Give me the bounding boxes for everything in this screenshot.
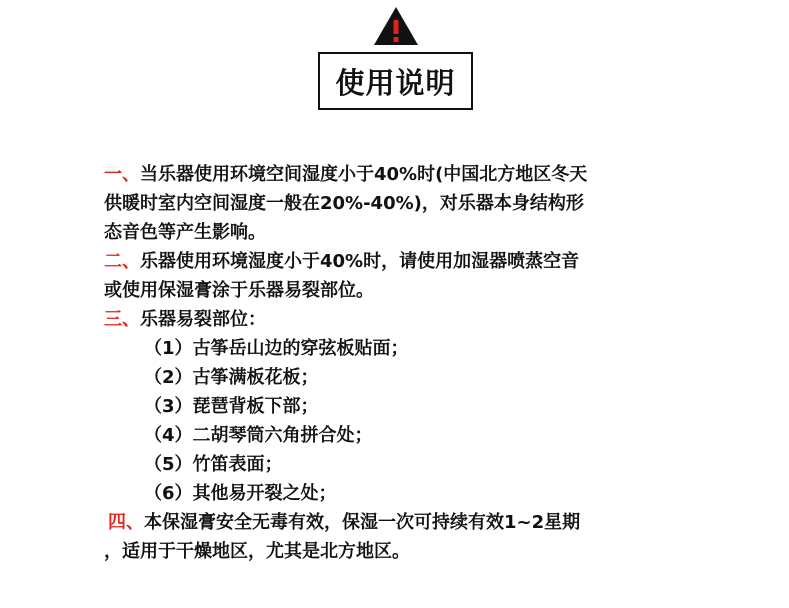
section-3-heading-text: 乐器易裂部位： (140, 309, 266, 330)
list-item: （2）古筝满板花板； (144, 367, 319, 388)
section-1-prefix: 一、 (104, 164, 140, 185)
list-item: （4）二胡琴筒六角拼合处； (144, 425, 373, 446)
section-4-line-2: ，适用于干燥地区，尤其是北方地区。 (104, 541, 410, 562)
page-title: 使用说明 (318, 52, 473, 110)
list-item: （6）其他易开裂之处； (144, 483, 337, 504)
list-item: （1）古筝岳山边的穿弦板贴面； (144, 338, 409, 359)
list-item: （3）琵琶背板下部； (144, 396, 319, 417)
section-3-prefix: 三、 (104, 309, 140, 330)
section-1-line-3: 态音色等产生影响。 (104, 222, 266, 243)
section-2-line-1 (104, 247, 704, 276)
warning-triangle-icon (373, 6, 419, 46)
section-4-prefix: 四、 (108, 512, 144, 533)
section-2-line-2: 或使用保湿膏涂于乐器易裂部位。 (104, 280, 374, 301)
instructions-body (104, 160, 704, 566)
section-3-heading (104, 305, 704, 334)
section-1-text-1: 当乐器使用环境空间湿度小于40%时(中国北方地区冬天 (140, 164, 588, 185)
section-2-prefix: 二、 (104, 251, 140, 272)
section-1-line-1 (104, 160, 704, 189)
section-4-line-1 (104, 508, 704, 537)
section-4-text-1: 本保湿膏安全无毒有效，保湿一次可持续有效1~2星期 (144, 512, 581, 533)
section-2-text-1: 乐器使用环境湿度小于40%时，请使用加湿器喷蒸空音 (140, 251, 580, 272)
list-item: （5）竹笛表面； (144, 454, 283, 475)
section-1-line-2: 供暖时室内空间湿度一般在20%-40%)，对乐器本身结构形 (104, 193, 584, 214)
